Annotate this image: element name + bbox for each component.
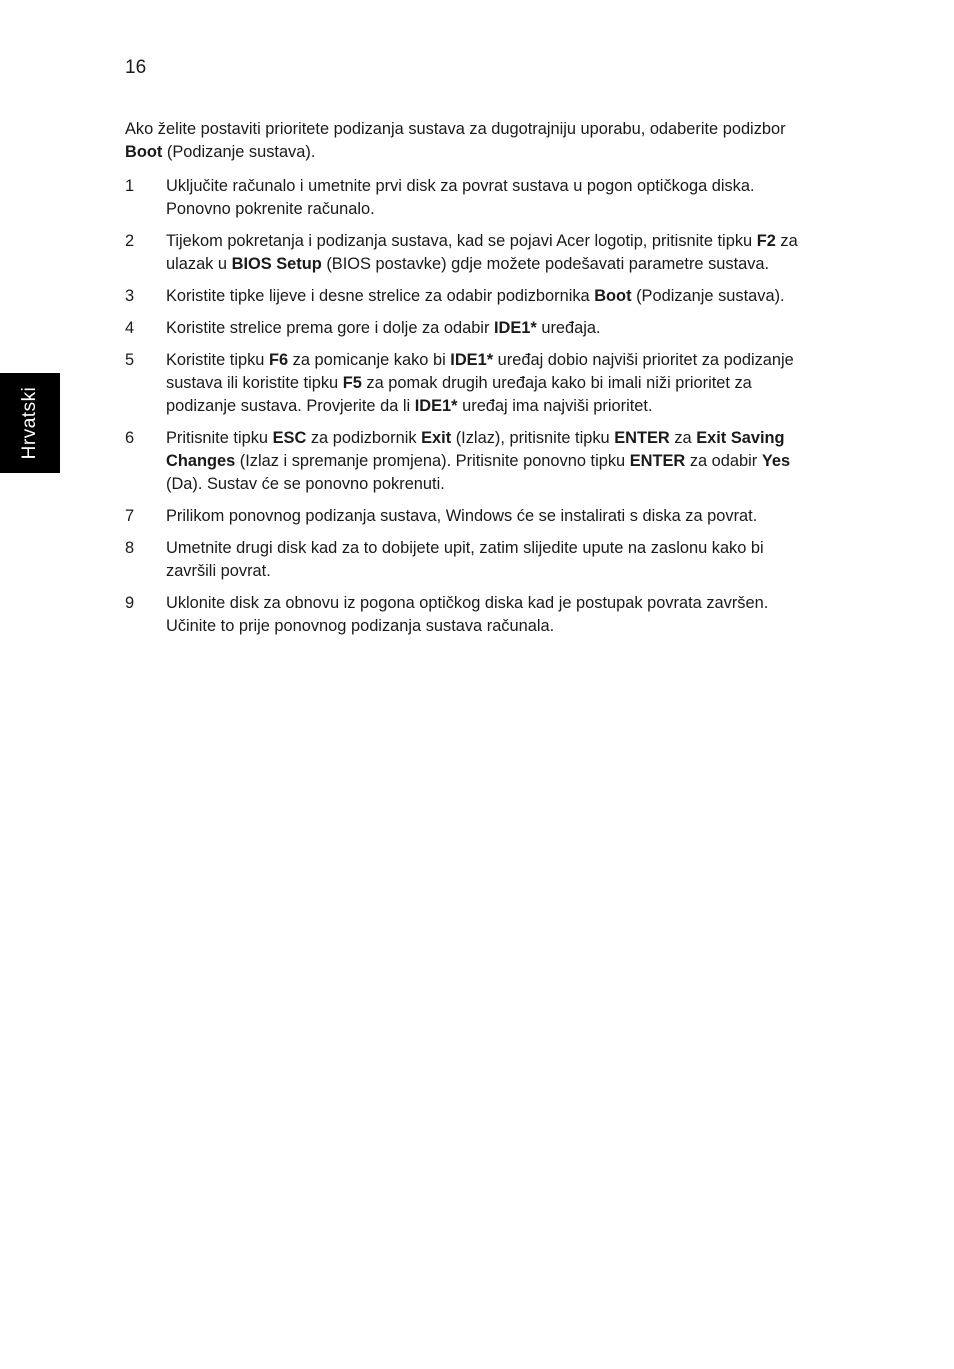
text-run: (BIOS postavke) gdje možete podešavati parametre sustava. (321, 255, 770, 273)
step-number: 9 (125, 594, 135, 612)
bold-term: ENTER (614, 429, 670, 447)
page-number: 16 (125, 57, 147, 78)
bold-term: Exit (421, 429, 452, 447)
step-text (166, 349, 805, 418)
language-tab (0, 373, 60, 473)
text-run: (Izlaz i spremanje promjena). Pritisnite ponovno tipku (235, 452, 630, 470)
step-number: 1 (125, 177, 135, 195)
text-run: Uklonite disk za obnovu iz pogona optičkog diska kad je postupak povrata završen. Učinite to prije ponovnog podizanja sustava računala. (166, 594, 769, 635)
list-item (125, 537, 805, 583)
list-item (125, 427, 805, 496)
text-run: Pritisnite tipku (166, 429, 273, 447)
text-run: Umetnite drugi disk kad za to dobijete upit, zatim slijedite upute na zaslonu kako bi završili povrat. (166, 539, 764, 580)
text-run: za pomak drugih uređaja kako bi imali niži prioritet za podizanje sustava. Provjerite da li (166, 374, 752, 415)
text-run: za odabir (685, 452, 762, 470)
bold-term: IDE1* (414, 397, 458, 415)
bold-term: ENTER (629, 452, 686, 470)
text-run: uređaj dobio najviši prioritet za podizanje sustava ili koristite tipku (166, 351, 794, 392)
step-text (166, 505, 805, 528)
text-run: Koristite strelice prema gore i dolje za odabir (166, 319, 494, 337)
text-run: za podizbornik (306, 429, 422, 447)
bold-term: Exit Saving Changes (166, 429, 785, 470)
step-number: 5 (125, 351, 135, 369)
language-tab-label: Hrvatski (19, 386, 40, 460)
text-run: Tijekom pokretanja i podizanja sustava, kad se pojavi Acer logotip, pritisnite tipku (166, 232, 757, 250)
step-text (166, 537, 805, 583)
bold-term: IDE1* (493, 319, 537, 337)
text-run: (Izlaz), pritisnite tipku (451, 429, 615, 447)
step-text (166, 230, 805, 276)
step-text (166, 285, 805, 308)
bold-term: BIOS Setup (231, 255, 322, 273)
bold-term: IDE1* (450, 351, 494, 369)
bold-term: Boot (125, 143, 163, 161)
list-item (125, 175, 805, 221)
text-run: za pomicanje kako bi (288, 351, 451, 369)
step-number: 6 (125, 429, 135, 447)
step-text (166, 175, 805, 221)
text-run: Prilikom ponovnog podizanja sustava, Windows će se instalirati s diska za povrat. (166, 507, 758, 525)
text-run: Koristite tipke lijeve i desne strelice za odabir podizbornika (166, 287, 595, 305)
step-number: 8 (125, 539, 135, 557)
text-run: uređaja. (536, 319, 601, 337)
text-run: Koristite tipku (166, 351, 269, 369)
step-text (166, 592, 805, 638)
list-item (125, 349, 805, 418)
bold-term: F6 (268, 351, 289, 369)
list-item (125, 317, 805, 340)
text-run: uređaj ima najviši prioritet. (457, 397, 653, 415)
step-number: 3 (125, 287, 135, 305)
list-item (125, 285, 805, 308)
text-run: (Podizanje sustava). (631, 287, 785, 305)
steps-list (125, 175, 805, 638)
list-item (125, 592, 805, 638)
bold-term: F2 (756, 232, 776, 250)
step-number: 2 (125, 232, 135, 250)
text-run: Ako želite postaviti prioritete podizanja sustava za dugotrajniju uporabu, odaberite podizbor (125, 120, 786, 138)
text-run: za (669, 429, 697, 447)
list-item (125, 505, 805, 528)
text-run: za ulazak u (166, 232, 798, 273)
document-body (125, 118, 805, 647)
step-number: 7 (125, 507, 135, 525)
bold-term: F5 (342, 374, 362, 392)
step-text (166, 427, 805, 496)
text-run: (Da). Sustav će se ponovno pokrenuti. (166, 475, 445, 493)
text-run: Uključite računalo i umetnite prvi disk za povrat sustava u pogon optičkoga diska. Ponovno pokrenite računalo. (166, 177, 755, 218)
step-number: 4 (125, 319, 135, 337)
bold-term: Boot (594, 287, 632, 305)
list-item (125, 230, 805, 276)
bold-term: ESC (272, 429, 307, 447)
step-text (166, 317, 805, 340)
intro-paragraph (125, 118, 805, 164)
text-run: (Podizanje sustava). (162, 143, 316, 161)
bold-term: Yes (761, 452, 791, 470)
